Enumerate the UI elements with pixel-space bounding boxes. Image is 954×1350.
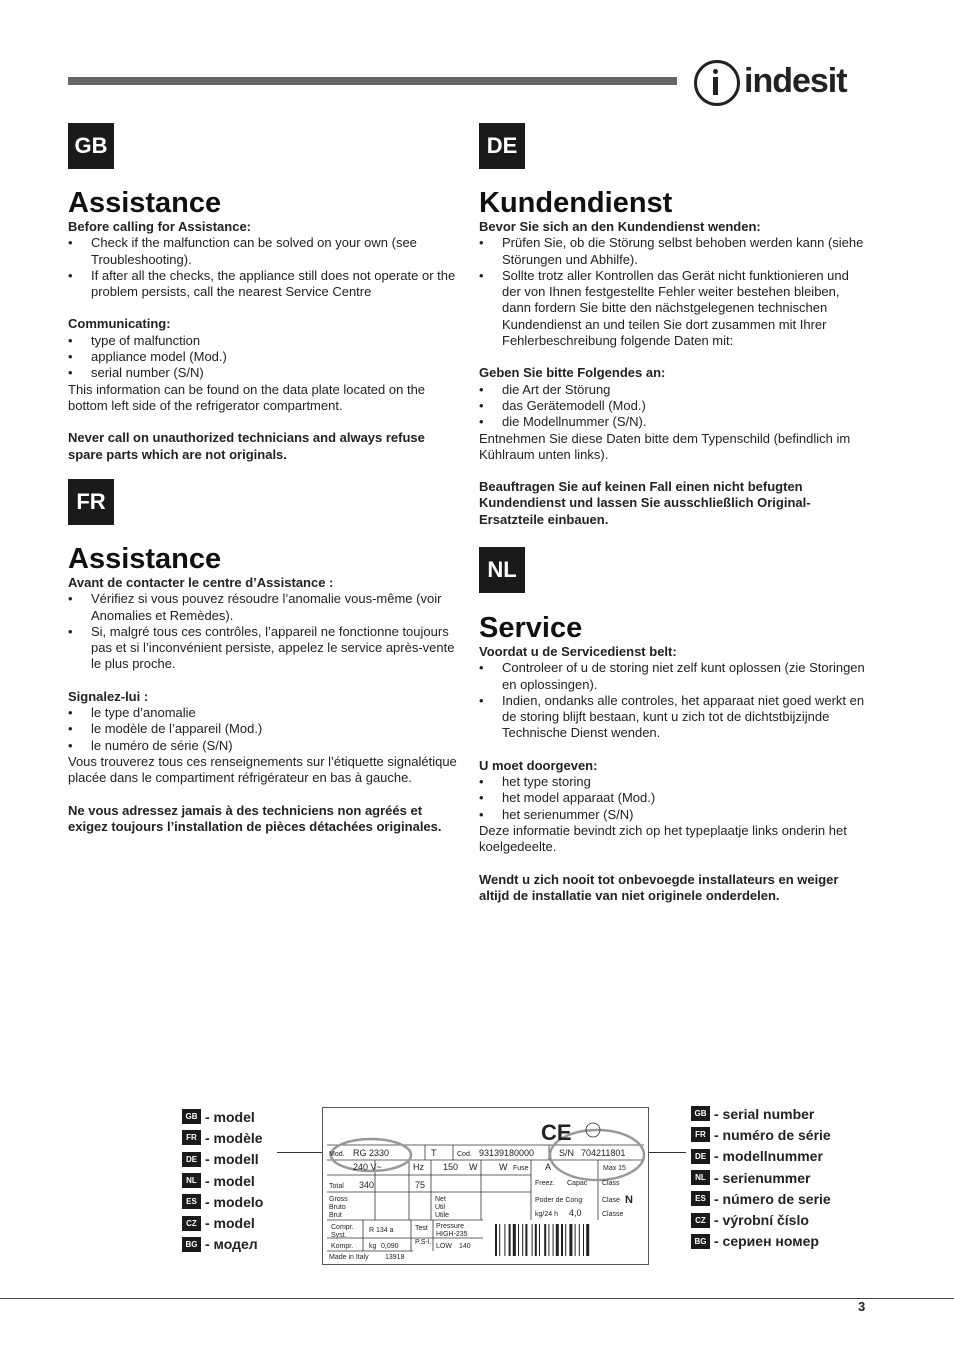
lang-tag: NL bbox=[691, 1170, 710, 1185]
plate-kg-value: 0,090 bbox=[381, 1243, 399, 1250]
page-number: 3 bbox=[858, 1299, 866, 1314]
section-title: Kundendienst bbox=[479, 187, 673, 219]
plate-kg24: kg/24 h bbox=[535, 1211, 558, 1218]
lang-tag: ES bbox=[182, 1194, 201, 1209]
plate-cod-label: Cod. bbox=[457, 1151, 472, 1158]
info-text: Vous trouverez tous ces renseignements sur l’étiquette signalétique placée dans le compartiment réfrigérateur en bas à gauche. bbox=[68, 753, 457, 786]
data-plate bbox=[322, 1107, 649, 1265]
list-item: • le numéro de série (S/N) bbox=[68, 738, 458, 754]
lang-tag: GB bbox=[182, 1109, 201, 1124]
list-item: • Prüfen Sie, ob die Störung selbst behoben werden kann (siehe Störungen und Abhilfe). bbox=[479, 235, 871, 268]
section-fr bbox=[68, 543, 458, 835]
communicate-heading: Communicating: bbox=[68, 316, 171, 332]
list-item: • Si, malgré tous ces contrôles, l’appareil ne fonctionne toujours pas et si l’inconvénient persiste, appelez le service après-vente le plus proche. bbox=[68, 624, 458, 673]
plate-total2: 75 bbox=[415, 1180, 426, 1190]
plate-gross: Gross Bruto Brut bbox=[329, 1196, 348, 1219]
legend-label: - model bbox=[205, 1215, 255, 1232]
footer-rule bbox=[0, 1298, 954, 1299]
communicate-heading: U moet doorgeven: bbox=[479, 757, 598, 773]
section-nl bbox=[479, 612, 871, 904]
lang-tag: BG bbox=[182, 1237, 201, 1252]
list-item: • le modèle de l’appareil (Mod.) bbox=[68, 721, 458, 737]
plate-clase-value: N bbox=[625, 1194, 633, 1206]
lang-tag: CZ bbox=[691, 1213, 710, 1228]
lang-tag: GB bbox=[691, 1106, 710, 1121]
plate-total: 340 bbox=[359, 1180, 375, 1190]
plate-w2: W bbox=[499, 1162, 508, 1172]
section-de bbox=[479, 187, 871, 528]
badge-de: DE bbox=[479, 123, 525, 169]
plate-test: Test bbox=[415, 1225, 428, 1232]
plate-t-label: T bbox=[431, 1148, 437, 1158]
list-item: • type of malfunction bbox=[68, 333, 458, 349]
plate-pressure: Pressure bbox=[436, 1223, 465, 1230]
legend-label: - numéro de série bbox=[714, 1126, 831, 1143]
legend-row bbox=[182, 1191, 263, 1212]
legend-row bbox=[182, 1170, 263, 1191]
connector-line-model bbox=[277, 1152, 327, 1153]
legend-row bbox=[182, 1149, 263, 1170]
legend-label: - model bbox=[205, 1172, 255, 1189]
list-item: • das Gerätemodell (Mod.) bbox=[479, 398, 871, 414]
plate-w: W bbox=[469, 1162, 478, 1172]
plate-made-in: Made in Italy bbox=[329, 1254, 369, 1261]
section-intro: Before calling for Assistance: bbox=[68, 219, 252, 234]
plate-made-num: 13918 bbox=[385, 1254, 405, 1261]
plate-total-label: Total bbox=[329, 1183, 344, 1190]
lang-tag: CZ bbox=[182, 1216, 201, 1231]
legend-label: - número de serie bbox=[714, 1190, 831, 1207]
list-item: • If after all the checks, the appliance still does not operate or the problem persists, call the nearest Service Centre bbox=[68, 268, 458, 301]
plate-refrig: R 134 a bbox=[369, 1227, 394, 1234]
legend-row bbox=[691, 1124, 831, 1145]
section-intro: Bevor Sie sich an den Kundendienst wenden: bbox=[479, 219, 761, 234]
plate-watts: 150 bbox=[443, 1162, 459, 1172]
legend-label: - model bbox=[205, 1108, 255, 1125]
plate-capac: Capac bbox=[567, 1180, 588, 1187]
legend-label: - výrobní číslo bbox=[714, 1212, 809, 1229]
list-item: • Sollte trotz aller Kontrollen das Gerät nicht funktionieren und der von Ihnen festgestellte Fehler weiter bestehen bleiben, dann fordern Sie bitte den nächstgelegenen technischen Kundendienst an und teilen Sie dort zusammen mit Ihrer Fehlerbeschreibung folgende Daten mit: bbox=[479, 268, 871, 349]
legend-row bbox=[182, 1234, 263, 1255]
legend-row bbox=[182, 1127, 263, 1148]
plate-kompr: Kompr. bbox=[331, 1243, 354, 1250]
legend-row bbox=[182, 1212, 263, 1233]
lang-tag: ES bbox=[691, 1191, 710, 1206]
plate-class: Class bbox=[602, 1180, 620, 1187]
communicate-heading: Signalez-lui : bbox=[68, 688, 149, 704]
plate-compr: Compr. Syst. bbox=[331, 1224, 354, 1239]
list-item: • Check if the malfunction can be solved on your own (see Troubleshooting). bbox=[68, 235, 458, 268]
connector-line-serial bbox=[643, 1152, 686, 1153]
plate-voltage: 240 V~ bbox=[353, 1162, 382, 1172]
list-item: • die Modellnummer (S/N). bbox=[479, 414, 871, 430]
section-title: Assistance bbox=[68, 543, 222, 575]
badge-nl: NL bbox=[479, 547, 525, 593]
list-item: • die Art der Störung bbox=[479, 382, 871, 398]
legend-row bbox=[691, 1167, 831, 1188]
list-item: • het serienummer (S/N) bbox=[479, 807, 871, 823]
lang-tag: DE bbox=[691, 1149, 710, 1164]
badge-gb: GB bbox=[68, 123, 114, 169]
list-item: • Indien, ondanks alle controles, het apparaat niet goed werkt en de storing blijft bestaan, kunt u zich tot de dichtstbijzijnde Technische Dienst wenden. bbox=[479, 693, 871, 742]
brand-logo bbox=[694, 60, 870, 106]
barcode-icon bbox=[495, 1224, 589, 1256]
plate-clase: Clase bbox=[602, 1197, 620, 1204]
legend-label: - modèle bbox=[205, 1129, 263, 1146]
plate-freez: Freez. bbox=[535, 1180, 555, 1187]
data-plate-drawing bbox=[323, 1108, 648, 1264]
plate-cong: Poder de Cong bbox=[535, 1197, 583, 1204]
warning-text: Never call on unauthorized technicians and always refuse spare parts which are not originals. bbox=[68, 430, 425, 462]
list-item: • appliance model (Mod.) bbox=[68, 349, 458, 365]
list-item: • het model apparaat (Mod.) bbox=[479, 790, 871, 806]
legend-row bbox=[182, 1106, 263, 1127]
plate-psi: P.S-I. bbox=[415, 1239, 432, 1246]
legend-label: - modell bbox=[205, 1151, 259, 1168]
plate-low: LOW bbox=[436, 1243, 452, 1250]
plate-classe: Classe bbox=[602, 1211, 624, 1218]
info-text: Deze informatie bevindt zich op het typeplaatje links onderin het koelgedeelte. bbox=[479, 822, 847, 855]
section-title: Service bbox=[479, 612, 583, 644]
legend-serial bbox=[691, 1103, 831, 1252]
plate-kg: kg bbox=[369, 1243, 377, 1250]
header-rule bbox=[68, 77, 677, 85]
lang-tag: FR bbox=[691, 1127, 710, 1142]
plate-sn-value: 704211801 bbox=[581, 1148, 626, 1158]
legend-label: - serial number bbox=[714, 1105, 815, 1122]
ce-mark-text: CE bbox=[541, 1120, 572, 1145]
brand-wordmark: indesit bbox=[744, 62, 847, 100]
list-item: • Controleer of u de storing niet zelf kunt oplossen (zie Storingen en oplossingen). bbox=[479, 660, 871, 693]
section-title: Assistance bbox=[68, 187, 222, 219]
section-gb bbox=[68, 187, 458, 463]
list-item: • Vérifiez si vous pouvez résoudre l’anomalie vous-même (voir Anomalies et Remèdes). bbox=[68, 591, 458, 624]
legend-label: - modelo bbox=[205, 1193, 264, 1210]
legend-row bbox=[691, 1146, 831, 1167]
list-item: • serial number (S/N) bbox=[68, 365, 458, 381]
warning-text: Ne vous adressez jamais à des techniciens non agréés et exigez toujours l’installation de pièces détachées originales. bbox=[68, 802, 442, 834]
legend-row bbox=[691, 1209, 831, 1230]
legend-label: - сериен номер bbox=[714, 1233, 819, 1250]
plate-sn-label: S/N bbox=[559, 1148, 575, 1158]
section-intro: Voordat u de Servicedienst belt: bbox=[479, 644, 677, 659]
legend-row bbox=[691, 1188, 831, 1209]
list-item: • het type storing bbox=[479, 774, 871, 790]
lang-tag: NL bbox=[182, 1173, 201, 1188]
plate-max: Max 15 bbox=[603, 1165, 626, 1172]
plate-low-value: 140 bbox=[459, 1243, 471, 1250]
plate-net: Net Util Utile bbox=[435, 1196, 450, 1219]
plate-cod-value: 93139180000 bbox=[479, 1148, 535, 1158]
plate-mod-label: Mod. bbox=[329, 1151, 345, 1158]
lang-tag: BG bbox=[691, 1234, 710, 1249]
plate-fuse: Fuse bbox=[513, 1165, 529, 1172]
warning-text: Beauftragen Sie auf keinen Fall einen nicht befugten Kundendienst und lassen Sie ausschließlich Original-Ersatzteile einbauen. bbox=[479, 479, 811, 527]
lang-tag: FR bbox=[182, 1130, 201, 1145]
info-text: This information can be found on the data plate located on the bottom left side of the refrigerator compartment. bbox=[68, 381, 426, 413]
info-text: Entnehmen Sie diese Daten bitte dem Typenschild (befindlich im Kühlraum unten links). bbox=[479, 430, 851, 462]
plate-amp: A bbox=[545, 1162, 552, 1172]
plate-mod-value: RG 2330 bbox=[353, 1148, 390, 1158]
legend-model bbox=[182, 1106, 263, 1255]
indesit-mark-icon bbox=[694, 60, 740, 106]
lang-tag: DE bbox=[182, 1152, 201, 1167]
legend-row bbox=[691, 1231, 831, 1252]
list-item: • le type d’anomalie bbox=[68, 705, 458, 721]
plate-freq: Hz bbox=[413, 1162, 424, 1172]
legend-label: - modellnummer bbox=[714, 1148, 823, 1165]
plate-high: HIGH-235 bbox=[436, 1231, 468, 1238]
section-intro: Avant de contacter le centre d’Assistance : bbox=[68, 575, 334, 590]
plate-kg24-value: 4,0 bbox=[569, 1208, 582, 1218]
badge-fr: FR bbox=[68, 479, 114, 525]
communicate-heading: Geben Sie bitte Folgendes an: bbox=[479, 365, 666, 381]
warning-text: Wendt u zich nooit tot onbevoegde installateurs en weiger altijd de installatie van niet originele onderdelen. bbox=[479, 871, 839, 903]
legend-label: - serienummer bbox=[714, 1169, 811, 1186]
legend-label: - модел bbox=[205, 1236, 258, 1253]
legend-row bbox=[691, 1103, 831, 1124]
